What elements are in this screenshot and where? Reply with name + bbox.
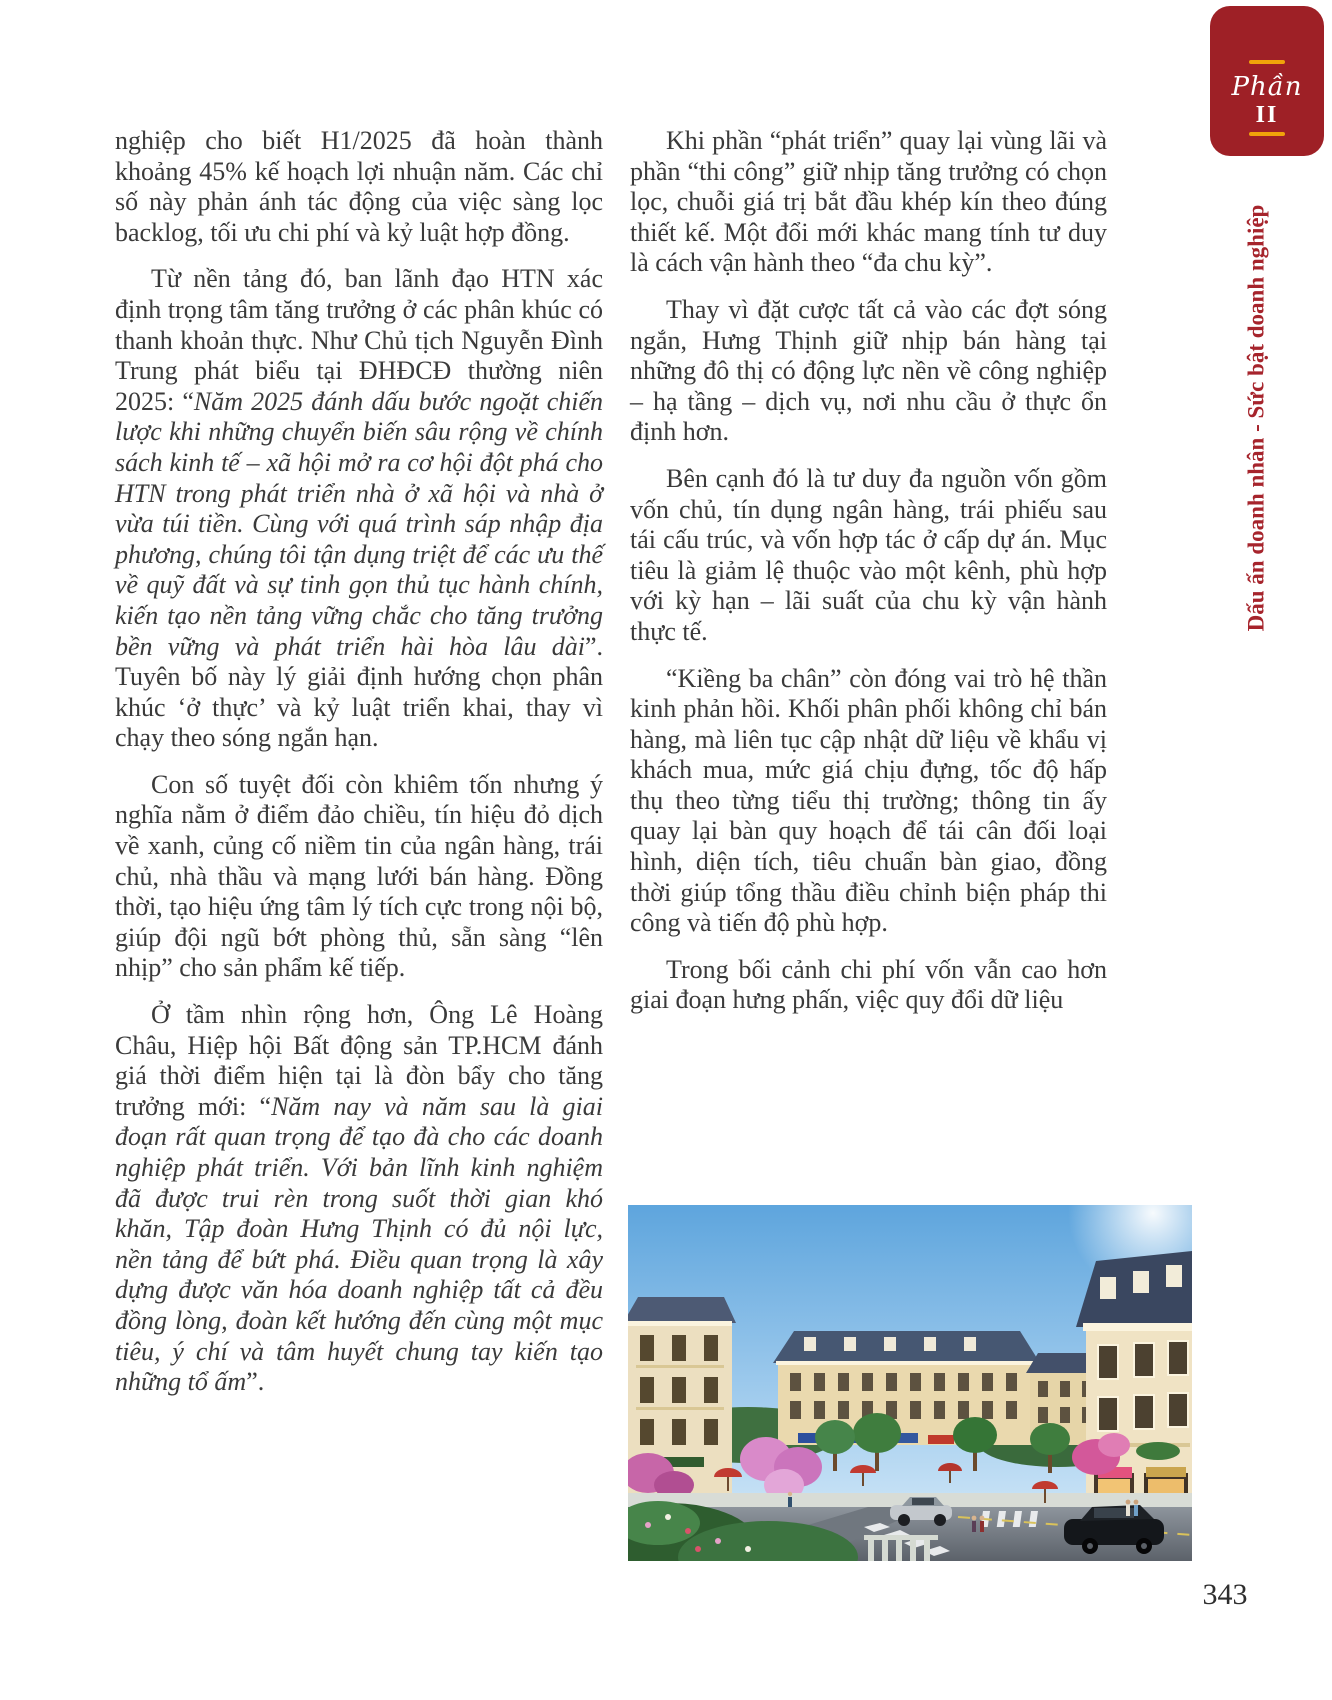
- paragraph: [115, 126, 603, 248]
- body-text: Con số tuyệt đối còn khiêm tốn nhưng ý nghĩa nằm ở điểm đảo chiều, tín hiệu đỏ dịch về xanh, củng cố niềm tin của ngân hàng, trái chủ, nhà thầu và mạng lưới bán hàng. Đồng thời, tạo hiệu ứng tâm lý tích cực trong nội bộ, giúp đội ngũ bớt phòng thủ, sẵn sàng “lên nhịp” cho sản phẩm kế tiếp.: [115, 769, 603, 983]
- property-render-image: [628, 1205, 1192, 1561]
- part-numeral: II: [1255, 102, 1279, 128]
- part-label: Phần: [1231, 72, 1303, 102]
- body-text: ”. Tuyên bố này lý giải định hướng chọn phân khúc ‘ở thực’ và kỷ luật triển khai, thay vì chạy theo sóng ngắn hạn.: [115, 631, 603, 753]
- paragraph: [630, 295, 1107, 448]
- body-text: “Kiềng ba chân” còn đóng vai trò hệ thần kinh phản hồi. Khối phân phối không chỉ bán hàng, mà liên tục cập nhật dữ liệu về khẩu vị khách mua, mức giá chịu đựng, tốc độ hấp thụ theo từng tiểu thị trường; thông tin ấy quay lại bàn quy hoạch để tái cân đối loại hình, diện tích, tiêu chuẩn bàn giao, đồng thời giúp tổng thầu điều chỉnh biện pháp thi công và tiến độ phù hợp.: [630, 663, 1107, 938]
- left-column: [115, 126, 603, 1414]
- body-text: Bên cạnh đó là tư duy đa nguồn vốn gồm vốn chủ, tín dụng ngân hàng, trái phiếu sau tái cấu trúc, và vốn hợp tác ở cấp dự án. Mục tiêu là giảm lệ thuộc vào một kênh, phù hợp với kỳ hạn – lãi suất của chu kỳ vận hành thực tế.: [630, 463, 1107, 646]
- spine-text: Dấu ấn doanh nhân - Sức bật doanh nghiệp: [1243, 204, 1269, 632]
- paragraph: [630, 664, 1107, 939]
- tab-bottom-dash: [1249, 132, 1285, 136]
- paragraph: [115, 264, 603, 754]
- tab-top-dash: [1249, 60, 1285, 64]
- page-number: 343: [1202, 1578, 1248, 1611]
- body-text: Từ nền tảng đó, ban lãnh đạo HTN xác định trọng tâm tăng trưởng ở các phân khúc có thanh khoản thực. Như Chủ tịch Nguyễn Đình Trung phát biểu tại ĐHĐCĐ thường niên 2025: “: [115, 264, 603, 416]
- paragraph: [115, 1000, 603, 1398]
- quote-text: Năm 2025 đánh dấu bước ngoặt chiến lược khi những chuyển biến sâu rộng về chính sách kinh tế – xã hội mở ra cơ hội đột phá cho HTN trong phát triển nhà ở xã hội và nhà ở vừa túi tiền. Cùng với quá trình sáp nhập địa phương, chúng tôi tận dụng triệt để các ưu thế về quỹ đất và sự tinh gọn thủ tục hành chính, kiến tạo nền tảng vững chắc cho tăng trưởng bền vững và phát triển hài hòa lâu dài: [115, 386, 603, 661]
- body-text: Trong bối cảnh chi phí vốn vẫn cao hơn giai đoạn hưng phấn, việc quy đổi dữ liệu: [630, 954, 1107, 1015]
- paragraph: [630, 126, 1107, 279]
- section-tab: [1210, 6, 1324, 156]
- paragraph: [115, 770, 603, 984]
- body-text: Ở tầm nhìn rộng hơn, Ông Lê Hoàng Châu, Hiệp hội Bất động sản TP.HCM đánh giá thời điểm hiện tại là đòn bẩy cho tăng trưởng mới: “: [115, 1000, 603, 1121]
- right-column: [630, 126, 1107, 1032]
- property-render-illustration: [628, 1205, 1192, 1561]
- body-text: nghiệp cho biết H1/2025 đã hoàn thành khoảng 45% kế hoạch lợi nhuận năm. Các chỉ số này phản ánh tác động của việc sàng lọc backlog, tối ưu chi phí và kỷ luật hợp đồng.: [115, 126, 603, 247]
- paragraph: [630, 955, 1107, 1016]
- body-text: Thay vì đặt cược tất cả vào các đợt sóng ngắn, Hưng Thịnh giữ nhịp bán hàng tại những đô thị có động lực nền về công nghiệp – hạ tầng – dịch vụ, nơi nhu cầu ở thực ổn định hơn.: [630, 294, 1107, 447]
- paragraph: [630, 464, 1107, 648]
- quote-text: Năm nay và năm sau là giai đoạn rất quan trọng để tạo đà cho các doanh nghiệp phát triển. Với bản lĩnh kinh nghiệm đã được trui rèn trong suốt thời gian khó khăn, Tập đoàn Hưng Thịnh có đủ nội lực, nền tảng để bứt phá. Điều quan trọng là xây dựng được văn hóa doanh nghiệp tất cả đều đồng lòng, đoàn kết hướng đến cùng một mục tiêu, ý chí và tâm huyết chung tay kiến tạo những tổ ấm: [115, 1091, 604, 1397]
- body-text: ”.: [246, 1367, 265, 1397]
- section-spine-title: [1234, 178, 1278, 658]
- body-text: Khi phần “phát triển” quay lại vùng lãi và phần “thi công” giữ nhịp tăng trưởng có chọn lọc, chuỗi giá trị bắt đầu khép kín theo đúng thiết kế. Một đổi mới khác mang tính tư duy là cách vận hành theo “đa chu kỳ”.: [630, 126, 1107, 278]
